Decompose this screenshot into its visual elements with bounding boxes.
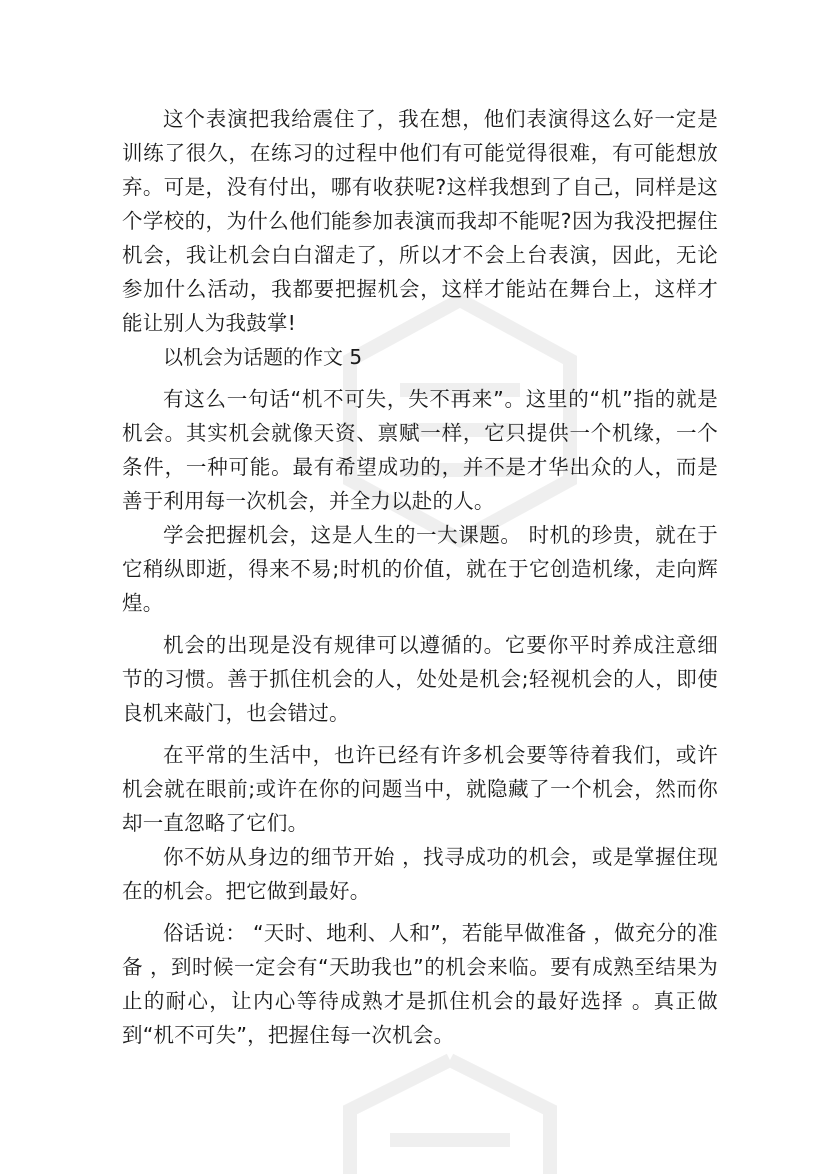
paragraph: 你不妨从身边的细节开始 ，找寻成功的机会，或是掌握住现在的机会。把它做到最好。 (122, 845, 718, 903)
paragraph: 在平常的生活中，也许已经有许多机会要等待着我们，或许机会就在眼前;或许在你的问题当中，就隐藏了一个机会，然而你却一直忽略了它们。 (122, 743, 718, 835)
paragraph: 这个表演把我给震住了，我在想，他们表演得这么好一定是训练了很久，在练习的过程中他们有可能觉得很难，有可能想放弃。可是，没有付出，哪有收获呢?这样我想到了自己，同样是这个学校的，为什么他们能参加表演而我却不能呢?因为我没把握住机会，我让机会白白溜走了，所以才不会上台表演，因此，无论参加什么活动，我都要把握机会，这样才能站在舞台上，这样才能让别人为我鼓掌! (122, 107, 718, 335)
document-body (122, 102, 718, 1052)
paragraph: 有这么一句话“机不可失，失不再来”。这里的“机”指的就是机会。其实机会就像天资、禀赋一样，它只提供一个机缘，一个条件，一种可能。最有希望成功的，并不是才华出众的人，而是善于利用每一次机会，并全力以赴的人。 (122, 387, 718, 513)
paragraph: 学会把握机会，这是人生的一大课题。 时机的珍贵，就在于它稍纵即逝，得来不易;时机的价值，就在于它创造机缘，走向辉煌。 (122, 523, 718, 615)
watermark-logo-icon (330, 1040, 570, 1174)
paragraph: 机会的出现是没有规律可以遵循的。它要你平时养成注意细节的习惯。善于抓住机会的人，处处是机会;轻视机会的人，即使良机来敲门，也会错过。 (122, 633, 718, 725)
section-heading: 以机会为话题的作文 5 (163, 345, 363, 369)
paragraph: 俗话说： “天时、地利、人和”，若能早做准备 ，做充分的准备 ，到时候一定会有“天助我也”的机会来临。要有成熟至结果为止的耐心，让内心等待成熟才是抓住机会的最好选择 。真正做到“机不可失”，把握住每一次机会。 (122, 921, 718, 1047)
